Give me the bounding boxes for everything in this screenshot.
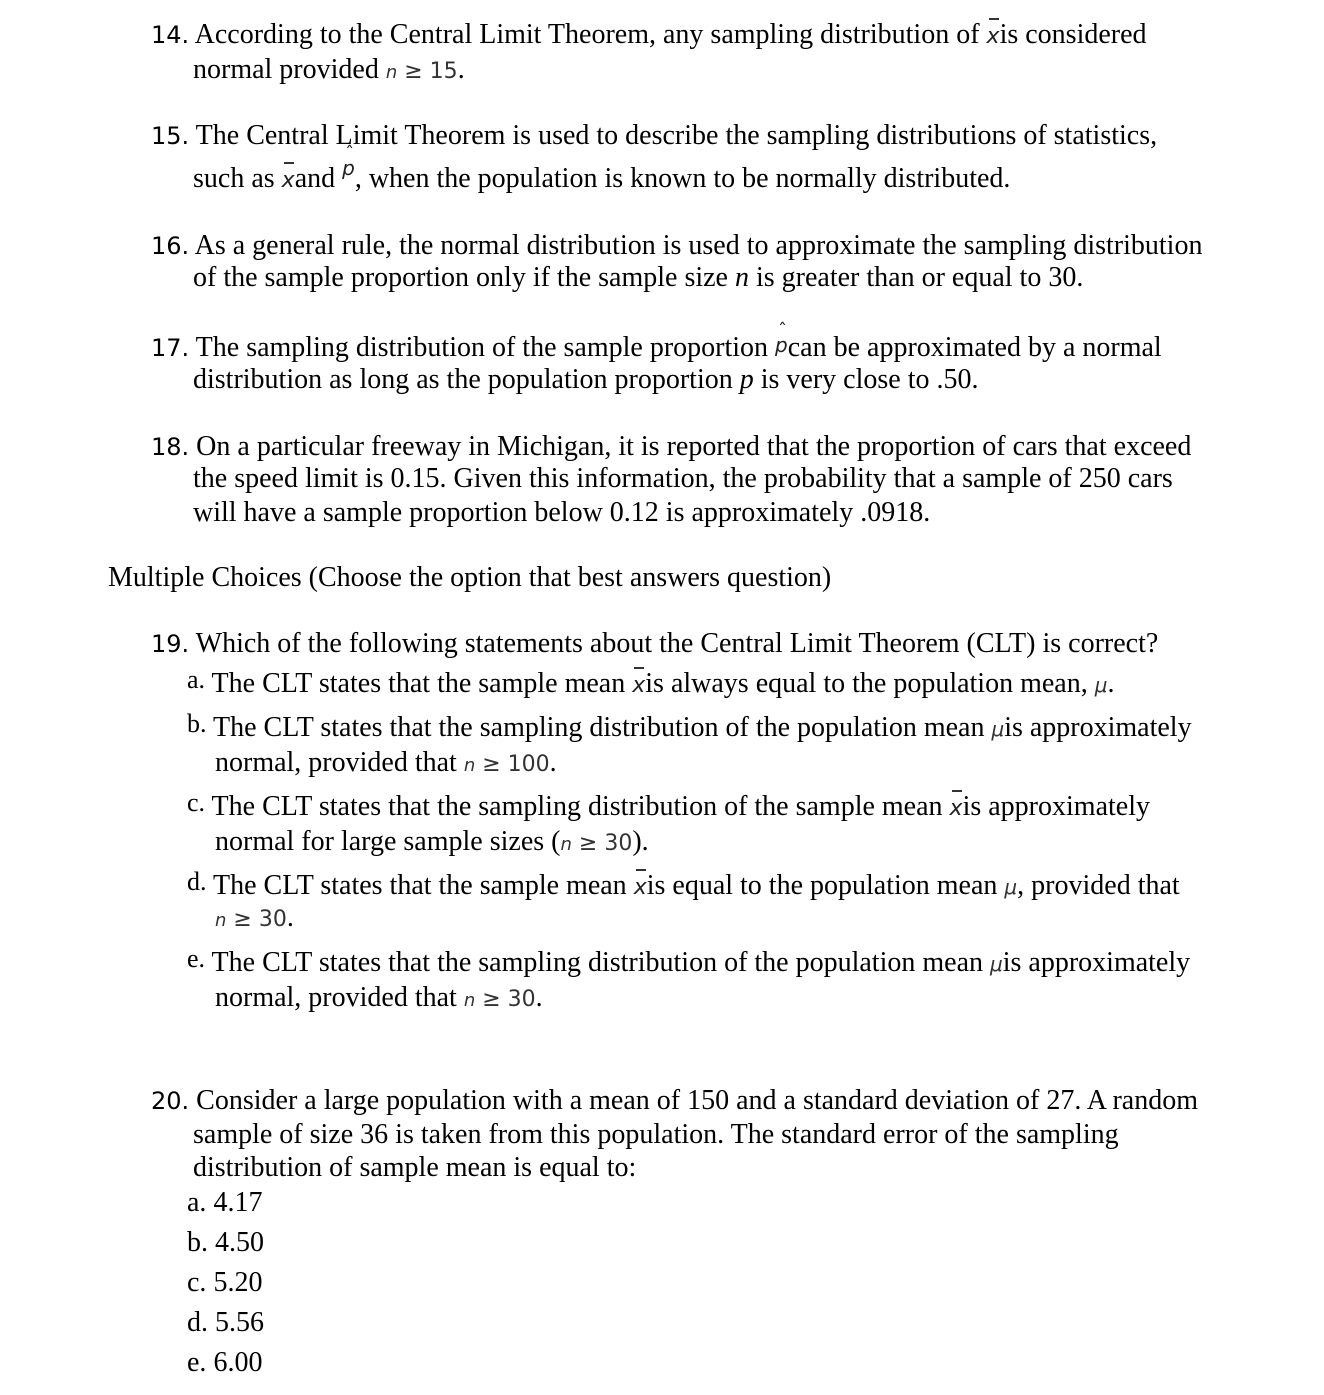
x-bar-symbol: x (950, 792, 963, 826)
x-bar-symbol: x (282, 164, 295, 198)
question-number: 20. (151, 1087, 190, 1115)
q20-option-c[interactable] (187, 1266, 262, 1300)
question-19-stem: 19. Which of the following statements about the Central Limit Theorem (CLT) is correct? (151, 628, 1159, 659)
question-18-line-3: will have a sample proportion below 0.12 is approximately .0918. (193, 497, 931, 528)
p-hat-symbol: ˆ p (342, 151, 355, 185)
option-value: 6.00 (213, 1347, 263, 1378)
question-20-line-2: sample of size 36 is taken from this population. The standard error of the sampling (193, 1119, 1119, 1150)
question-18-line-2: the speed limit is 0.15. Given this information, the probability that a sample of 250 cars (193, 463, 1173, 494)
q20-option-d[interactable] (187, 1306, 264, 1340)
q19-option-e-line-2: normal, provided that n ≥ 30. (215, 982, 543, 1013)
question-text: As a general rule, the normal distribution is used to approximate the sampling distribution (194, 230, 1203, 261)
x-bar-symbol: x (634, 871, 647, 905)
q19-option-b-line-2: normal, provided that n ≥ 100. (215, 747, 557, 778)
question-number: 18. (151, 433, 190, 461)
question-text: is considered (999, 19, 1147, 50)
p-hat-symbol: ˆ p (775, 328, 788, 362)
option-letter: e. (187, 944, 206, 973)
question-number: 14. (151, 21, 190, 49)
option-letter: c. (187, 788, 206, 817)
variable-p: p (739, 364, 754, 395)
condition-expression: n ≥ 30 (215, 907, 287, 932)
condition-expression: n ≥ 30 (463, 987, 536, 1012)
condition-expression: n ≥ 100 (463, 752, 550, 777)
question-16-line-1 (151, 229, 1202, 263)
mu-symbol: μ (1004, 875, 1018, 899)
question-17-line-2: distribution as long as the population proportion p is very close to .50. (193, 364, 979, 395)
q20-option-a[interactable] (187, 1186, 262, 1220)
condition-expression: n ≥ 15 (385, 59, 458, 84)
mu-symbol: μ (990, 952, 1003, 976)
question-text: The Central Limit Theorem is used to describe the sampling distributions of statistics, (195, 120, 1158, 151)
q19-option-a[interactable]: a. The CLT states that the sample mean xis always equal to the population mean, μ. (187, 667, 1114, 703)
q20-option-b[interactable] (187, 1226, 264, 1260)
option-letter: c. (187, 1267, 207, 1298)
question-14-line-1 (151, 18, 1147, 54)
question-text: normal provided (193, 54, 386, 85)
question-18-line-1: 18. On a particular freeway in Michigan, it is reported that the proportion of cars that exceed (151, 431, 1192, 462)
option-value: 4.50 (215, 1227, 264, 1258)
question-number: 16. (151, 232, 190, 260)
q20-option-e[interactable] (187, 1346, 262, 1380)
q19-option-d-line-2: n ≥ 30. (215, 902, 294, 933)
option-letter: e. (187, 1347, 207, 1378)
option-letter: d. (187, 867, 207, 896)
question-16-line-2: of the sample proportion only if the sample size n is greater than or equal to 30. (193, 262, 1084, 293)
question-14-line-2: normal provided n ≥ 15. (193, 54, 465, 85)
x-bar-symbol: x (632, 669, 645, 703)
q19-option-b[interactable]: b. The CLT states that the sampling distribution of the population mean μis approximately (187, 709, 1192, 743)
option-value: 5.56 (215, 1307, 264, 1338)
x-bar-symbol: x (987, 20, 1000, 54)
q19-option-e[interactable]: e. The CLT states that the sampling distribution of the population mean μis approximately (187, 944, 1191, 978)
condition-expression: n ≥ 30 (560, 831, 633, 856)
question-number: 17. (151, 334, 190, 362)
option-letter: b. (187, 709, 207, 738)
section-heading: Multiple Choices (Choose the option that best answers question) (108, 562, 832, 593)
mu-symbol: μ (991, 717, 1005, 741)
option-letter: d. (187, 1307, 208, 1338)
option-value: 5.20 (213, 1267, 263, 1298)
question-15-line-2: such as xand ˆ p, when the population is known to be normally distributed. (193, 162, 1010, 198)
option-letter: b. (187, 1227, 208, 1258)
q19-option-c[interactable]: c. The CLT states that the sampling distribution of the sample mean xis approximately (187, 790, 1150, 826)
variable-n: n (734, 262, 749, 293)
question-17-line-1: 17. The sampling distribution of the sample proportion ˆ pcan be approximated by a normal (151, 331, 1162, 366)
mu-symbol: μ (1094, 673, 1108, 697)
question-number: 15. (151, 122, 190, 150)
option-letter: a. (187, 1187, 207, 1218)
question-number: 19. (151, 630, 190, 658)
question-20-line-1: 20. Consider a large population with a mean of 150 and a standard deviation of 27. A random (151, 1085, 1198, 1116)
option-letter: a. (187, 665, 206, 694)
question-text: According to the Central Limit Theorem, any sampling distribution of (194, 19, 987, 50)
q19-option-d[interactable]: d. The CLT states that the sample mean xis equal to the population mean μ, provided that (187, 869, 1180, 905)
q19-option-c-line-2: normal for large sample sizes (n ≥ 30). (215, 826, 649, 857)
option-value: 4.17 (213, 1187, 263, 1218)
question-15-line-1 (151, 119, 1157, 153)
question-20-line-3: distribution of sample mean is equal to: (193, 1152, 637, 1183)
